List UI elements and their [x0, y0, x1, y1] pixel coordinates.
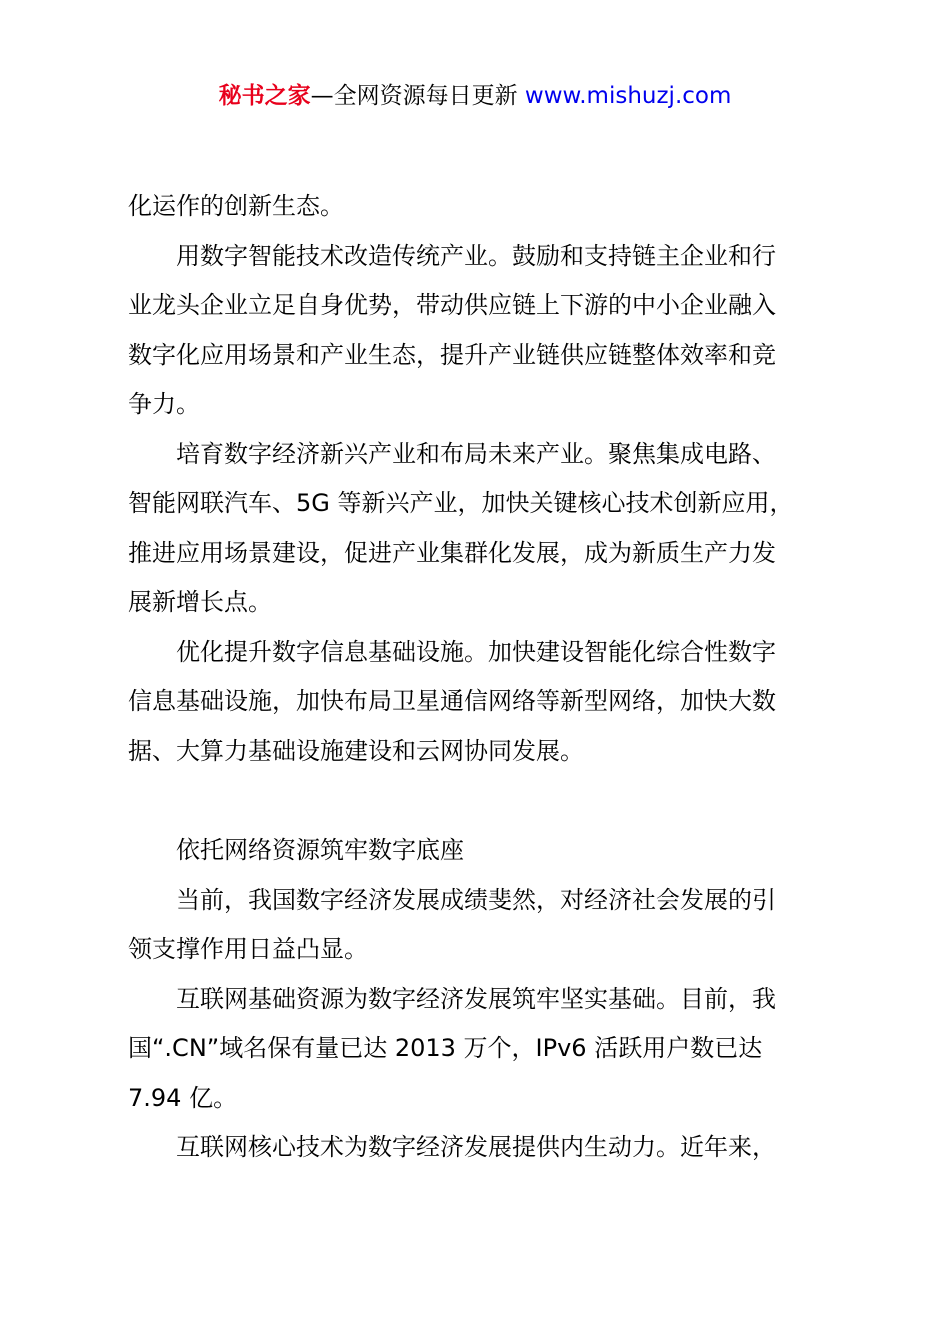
text-line: 数字化应用场景和产业生态，提升产业链供应链整体效率和竞 — [128, 340, 776, 369]
text-line: 用数字智能技术改造传统产业。鼓励和支持链主企业和行 — [176, 241, 776, 270]
paragraph-emerging-industry — [128, 430, 834, 628]
text-line: 智能网联汽车、5G 等新兴产业，加快关键核心技术创新应用， — [128, 489, 794, 517]
heading-text: 依托网络资源筑牢数字底座 — [176, 836, 464, 864]
text-line: 推进应用场景建设，促进产业集群化发展，成为新质生产力发 — [128, 538, 776, 567]
text-line: 化运作的创新生态。 — [128, 192, 344, 220]
text-line: 业龙头企业立足自身优势，带动供应链上下游的中小企业融入 — [128, 291, 776, 319]
section-heading — [128, 826, 834, 876]
text-line: 信息基础设施，加快布局卫星通信网络等新型网络，加快大数 — [128, 687, 776, 715]
text-line: 领支撑作用日益凸显。 — [128, 935, 368, 963]
text-line: 国“.CN”域名保有量已达 2013 万个，IPv6 活跃用户数已达 — [128, 1034, 763, 1062]
paragraph-current-status — [128, 876, 834, 975]
text-line: 互联网核心技术为数字经济发展提供内生动力。近年来， — [176, 1133, 776, 1161]
section-spacer — [128, 776, 834, 826]
paragraph-core-technology — [128, 1123, 834, 1173]
brand-name: 秘书之家 — [218, 83, 311, 109]
paragraph-internet-resources — [128, 975, 834, 1124]
text-line: 据、大算力基础设施建设和云网协同发展。 — [128, 736, 584, 765]
text-line: 培育数字经济新兴产业和布局未来产业。聚焦集成电路、 — [176, 439, 776, 468]
document-body — [128, 182, 834, 1173]
text-line: 当前，我国数字经济发展成绩斐然，对经济社会发展的引 — [176, 885, 776, 914]
text-line: 争力。 — [128, 390, 200, 418]
paragraph-continuation — [128, 182, 834, 232]
text-line: 优化提升数字信息基础设施。加快建设智能化综合性数字 — [176, 637, 776, 666]
text-line: 互联网基础资源为数字经济发展筑牢坚实基础。目前，我 — [176, 984, 776, 1013]
page-header — [0, 80, 950, 112]
paragraph-traditional-industry — [128, 232, 834, 430]
paragraph-infrastructure — [128, 628, 834, 777]
text-line: 7.94 亿。 — [128, 1083, 238, 1112]
header-tagline: —全网资源每日更新 — [310, 83, 518, 109]
site-url-link[interactable]: www.mishuzj.com — [524, 83, 732, 109]
text-line: 展新增长点。 — [128, 588, 272, 616]
